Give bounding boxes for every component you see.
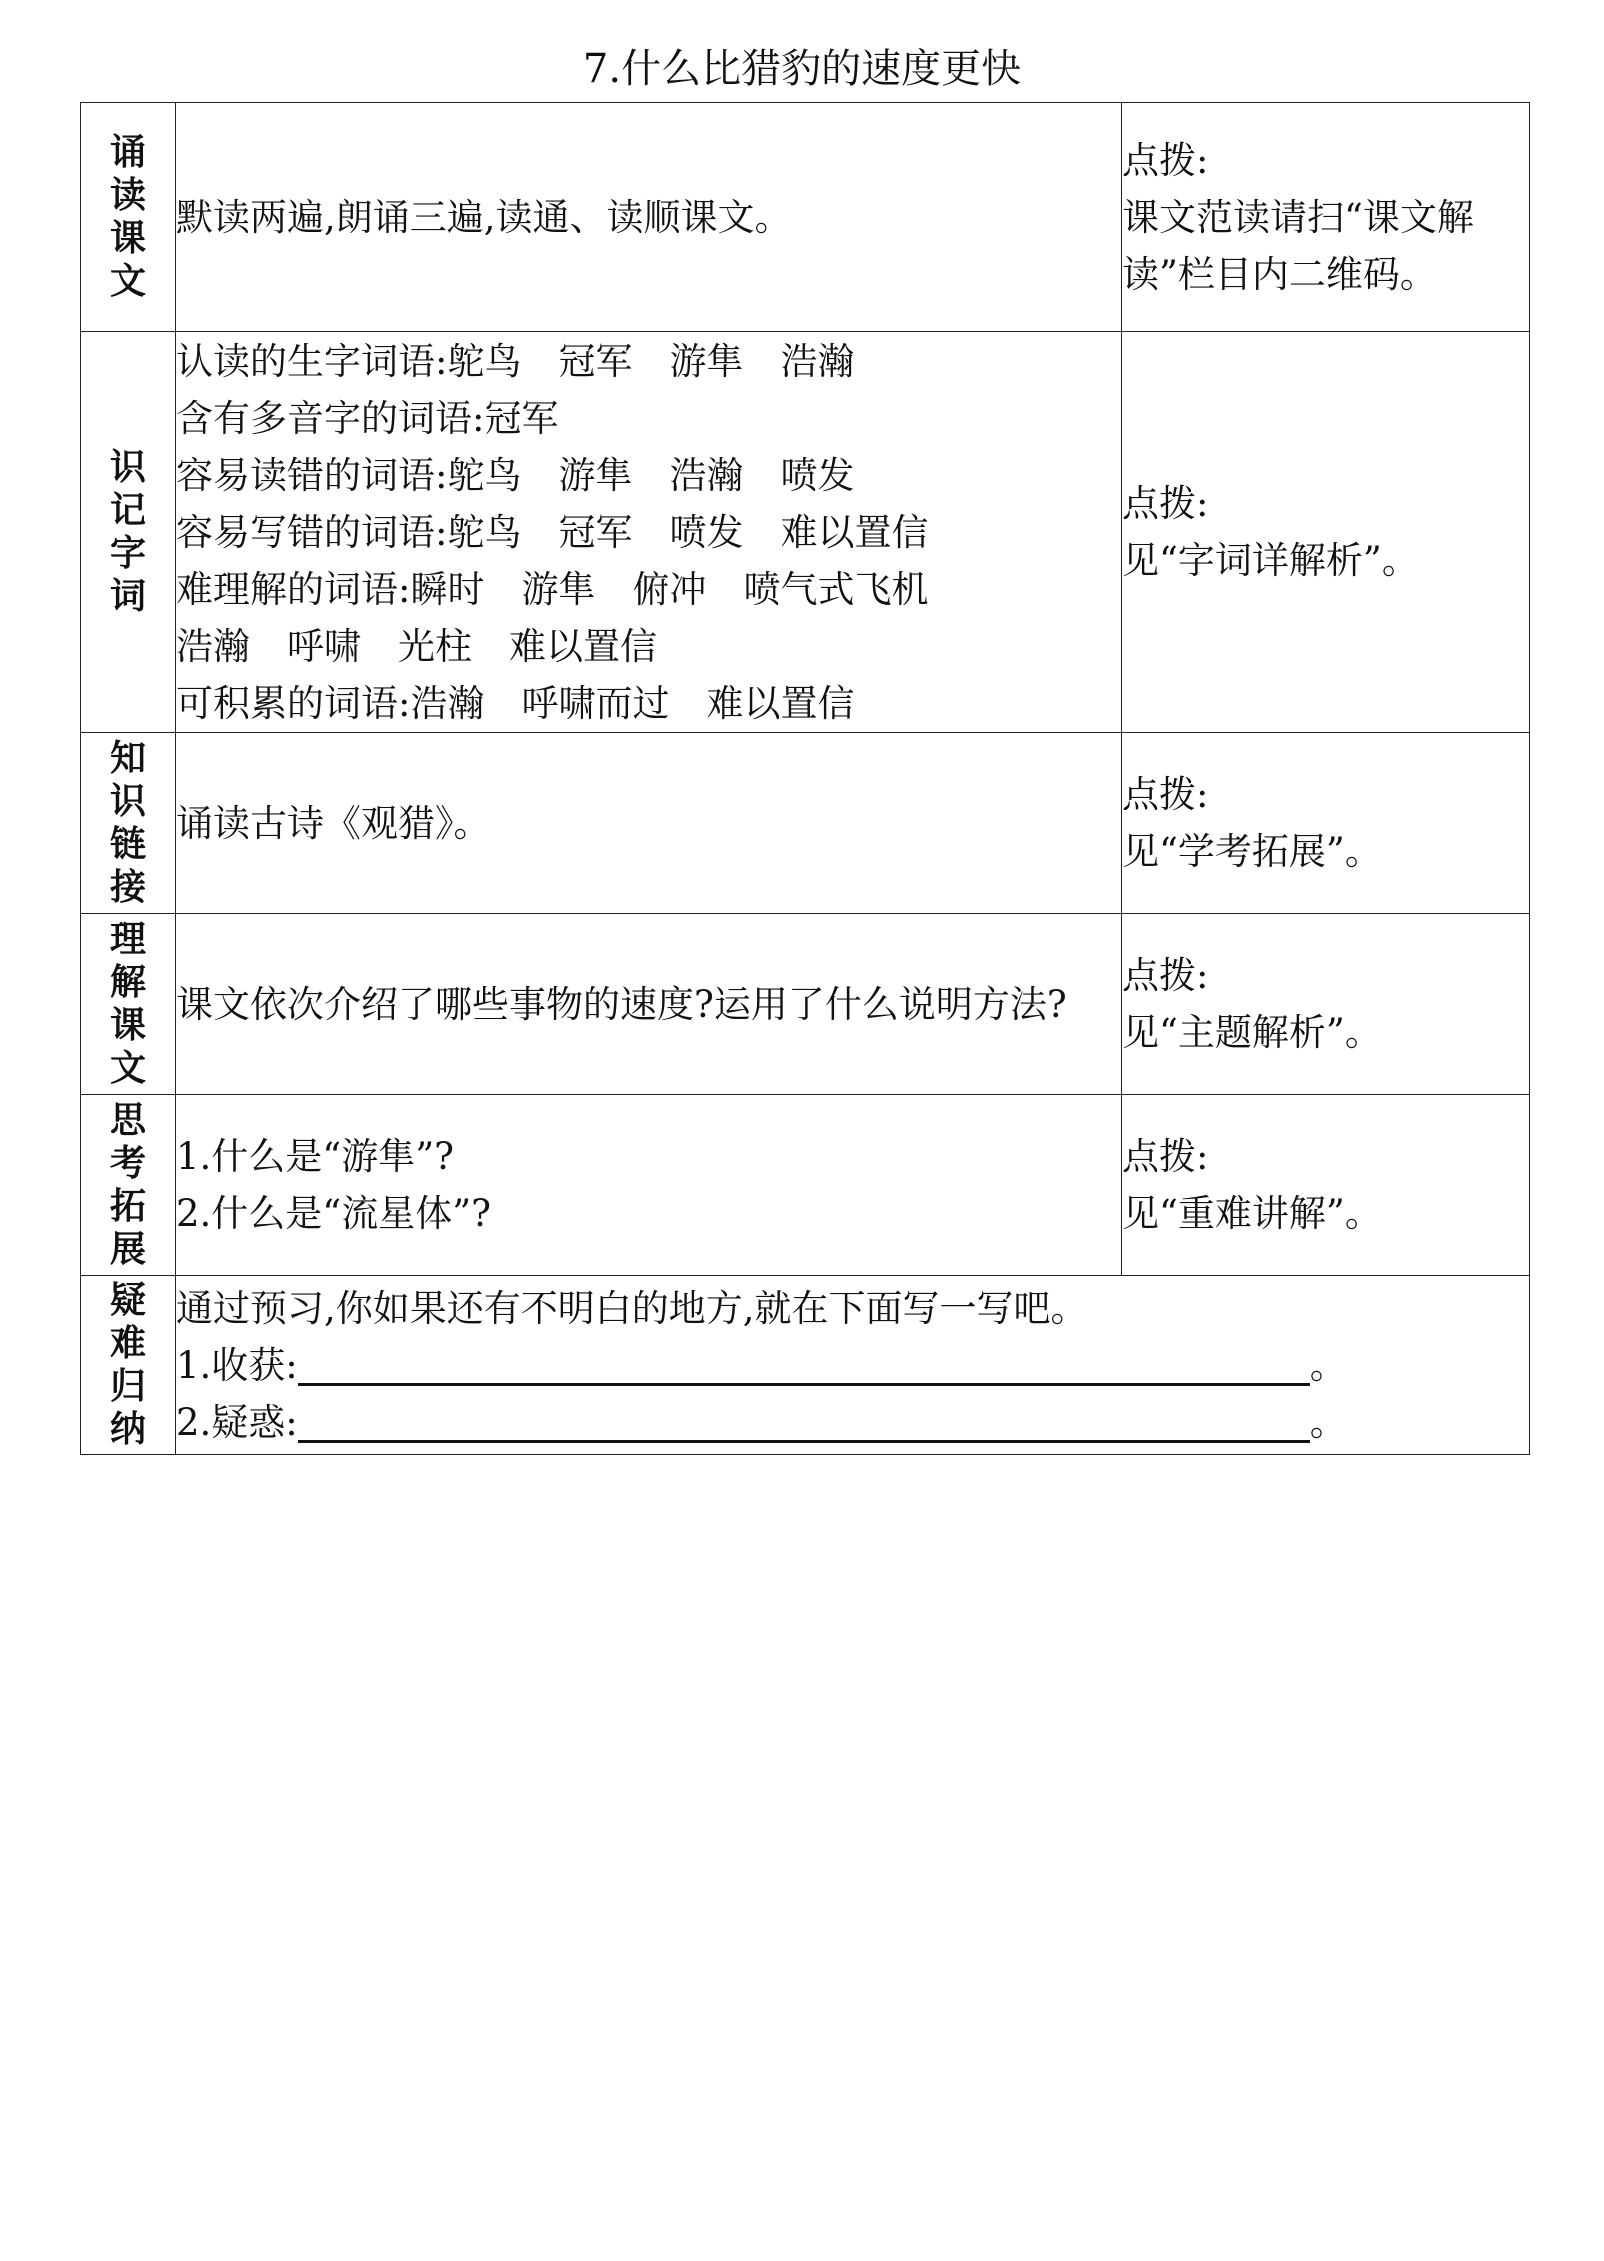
row-content — [176, 103, 1122, 332]
content-line: 容易读错的词语:鸵鸟 游隼 浩瀚 喷发 — [176, 453, 855, 497]
gain-label: 1.收获: — [176, 1343, 298, 1387]
doubt-end-mark: 。 — [1309, 1400, 1347, 1444]
content-line: 浩瀚 呼啸 光柱 难以置信 — [176, 624, 657, 668]
row-content — [176, 1095, 1122, 1276]
table-row — [81, 1276, 1530, 1455]
gain-end-mark: 。 — [1309, 1343, 1347, 1387]
doubt-answer-line[interactable] — [298, 1396, 1310, 1443]
content-line: 容易写错的词语:鸵鸟 冠军 喷发 难以置信 — [176, 510, 929, 554]
content-line: 含有多音字的词语:冠军 — [176, 396, 559, 440]
tip-text: 见“字词详解析”。 — [1122, 539, 1419, 582]
summary-cell — [176, 1276, 1530, 1455]
row-label: 理解课文 — [81, 914, 176, 1095]
content-line: 1.什么是“游隼”? — [176, 1135, 454, 1178]
preview-table — [80, 102, 1530, 1455]
tip-heading: 点拨: — [1122, 138, 1209, 182]
table-row — [81, 914, 1530, 1095]
tip-text: 见“重难讲解”。 — [1122, 1192, 1382, 1235]
content-line: 默读两遍,朗诵三遍,读通、读顺课文。 — [176, 195, 792, 239]
tip-heading: 点拨: — [1122, 773, 1209, 816]
tip-text: 见“学考拓展”。 — [1122, 830, 1382, 873]
table-row — [81, 1095, 1530, 1276]
table-row — [81, 733, 1530, 914]
page-title: 7.什么比猎豹的速度更快 — [582, 46, 1022, 92]
doubt-row — [176, 1394, 1529, 1451]
tip-heading: 点拨: — [1122, 954, 1209, 997]
doubt-label: 2.疑惑: — [176, 1400, 298, 1444]
row-label: 诵读课文 — [81, 103, 176, 332]
row-label: 识记字词 — [81, 332, 176, 733]
content-line: 可积累的词语:浩瀚 呼啸而过 难以置信 — [176, 681, 855, 725]
content-line: 难理解的词语:瞬时 游隼 俯冲 喷气式飞机 — [176, 567, 929, 611]
content-line: 课文依次介绍了哪些事物的速度?运用了什么说明方法? — [176, 982, 1067, 1026]
content-line: 诵读古诗《观猎》。 — [176, 801, 491, 845]
row-label: 疑难归纳 — [81, 1276, 176, 1455]
table-row — [81, 103, 1530, 332]
tip-text: 见“主题解析”。 — [1122, 1011, 1382, 1054]
tip-cell — [1122, 733, 1530, 914]
tip-heading: 点拨: — [1122, 482, 1209, 525]
row-label: 思考拓展 — [81, 1095, 176, 1276]
row-content — [176, 733, 1122, 914]
row-content — [176, 914, 1122, 1095]
tip-cell — [1122, 103, 1530, 332]
content-line: 认读的生字词语:鸵鸟 冠军 游隼 浩瀚 — [176, 339, 855, 383]
row-content — [176, 332, 1122, 733]
tip-heading: 点拨: — [1122, 1135, 1209, 1178]
tip-text: 课文范读请扫“课文解读”栏目内二维码。 — [1122, 195, 1474, 296]
content-line: 2.什么是“流星体”? — [176, 1192, 491, 1235]
gain-row — [176, 1337, 1529, 1394]
tip-cell — [1122, 914, 1530, 1095]
gain-answer-line[interactable] — [298, 1339, 1310, 1386]
tip-cell — [1122, 332, 1530, 733]
table-row — [81, 332, 1530, 733]
row-label: 知识链接 — [81, 733, 176, 914]
summary-intro: 通过预习,你如果还有不明白的地方,就在下面写一写吧。 — [176, 1286, 1088, 1330]
tip-cell — [1122, 1095, 1530, 1276]
